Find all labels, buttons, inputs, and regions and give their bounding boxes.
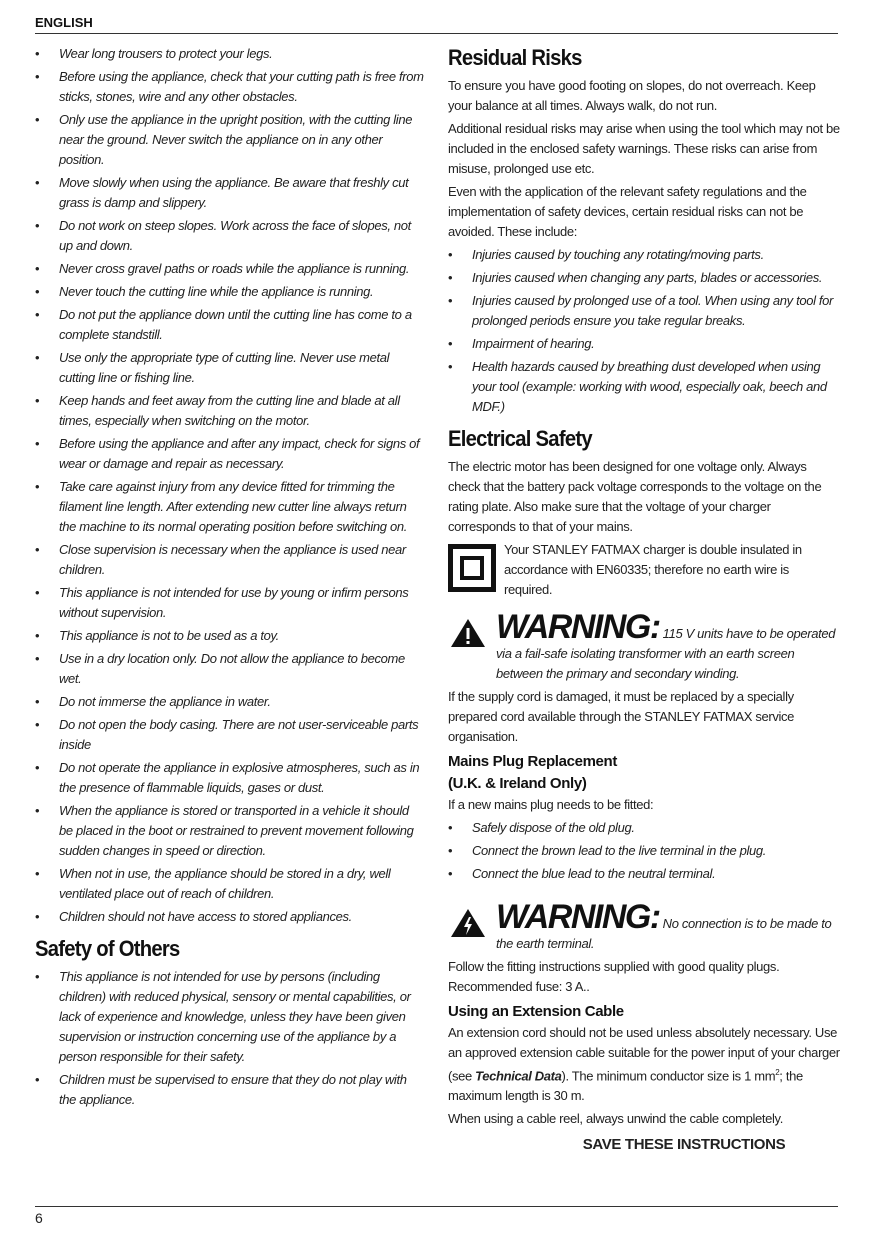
warning-earth <box>448 900 840 954</box>
footer-rule <box>35 1206 838 1207</box>
list-item: • Children should not have access to stored appliances. <box>35 907 427 927</box>
paragraph: If the supply cord is damaged, it must be replaced by a specially prepared cord available through the STANLEY FATMAX service organisation. <box>448 689 795 744</box>
text: An extension cord should not be used unless absolutely necessary. Use an approved extension cable suitable for the power input of your charger (see <box>448 1025 840 1084</box>
paragraph <box>448 1023 840 1106</box>
technical-data-reference: Technical Data <box>475 1068 562 1084</box>
superscript: 2 <box>775 1068 780 1077</box>
list-item: • When not in use, the appliance should be stored in a dry, well ventilated place out of reach of children. <box>35 864 427 904</box>
list-item: • Do not put the appliance down until the cutting line has come to a complete standstill. <box>35 305 427 345</box>
page-number: 6 <box>35 1210 43 1226</box>
language-header: ENGLISH <box>35 15 93 30</box>
list-item: • Only use the appliance in the upright position, with the cutting line near the ground. Never switch the appliance on in any other position. <box>35 110 427 170</box>
list-item: • Injuries caused by touching any rotating/moving parts. <box>448 245 840 265</box>
plug-heading <box>448 751 840 795</box>
header-rule <box>35 33 838 34</box>
paragraph: Additional residual risks may arise when using the tool which may not be included in the enclosed safety warnings. These risks can arise from misuse, prolonged use etc. <box>448 121 840 176</box>
list-item: • This appliance is not intended for use by young or infirm persons without supervision. <box>35 583 427 623</box>
text: ). The minimum conductor size is 1 mm <box>561 1068 776 1084</box>
electric-hazard-icon <box>450 908 486 938</box>
double-insulated-icon <box>448 544 496 592</box>
list-item: • Injuries caused when changing any parts, blades or accessories. <box>448 268 840 288</box>
paragraph: Even with the application of the relevant safety regulations and the implementation of safety devices, certain residual risks can not be avoided. These include: <box>448 184 807 239</box>
list-item: • Before using the appliance and after any impact, check for signs of wear or damage and repair as necessary. <box>35 434 427 474</box>
list-item: • This appliance is not to be used as a toy. <box>35 626 427 646</box>
safety-list <box>35 44 427 927</box>
list-item: • Children must be supervised to ensure that they do not play with the appliance. <box>35 1070 427 1110</box>
list-item: • Never cross gravel paths or roads while the appliance is running. <box>35 259 427 279</box>
residual-risks-heading: Residual Risks <box>448 45 582 70</box>
warning-triangle-icon <box>450 618 486 648</box>
paragraph: Follow the fitting instructions supplied with good quality plugs. Recommended fuse: 3 A.. <box>448 959 780 994</box>
warning-text: 115 V units have to be operated via a fail-safe isolating transformer with an earth screen between the primary and secondary winding. <box>496 626 836 681</box>
warning-label: WARNING: <box>496 898 660 936</box>
left-column <box>35 44 427 1113</box>
list-item: • Do not open the body casing. There are not user-serviceable parts inside <box>35 715 427 755</box>
residual-list <box>448 245 840 417</box>
safety-of-others-heading: Safety of Others <box>35 936 180 961</box>
list-item: • Connect the brown lead to the live terminal in the plug. <box>448 841 840 861</box>
double-insulation-note <box>448 540 840 600</box>
list-item: • Use only the appropriate type of cutting line. Never use metal cutting line or fishing line. <box>35 348 427 388</box>
list-item: • Impairment of hearing. <box>448 334 840 354</box>
electrical-safety-heading: Electrical Safety <box>448 426 592 451</box>
list-item: • Close supervision is necessary when the appliance is used near children. <box>35 540 427 580</box>
list-item: • Injuries caused by prolonged use of a tool. When using any tool for prolonged periods ensure you take regular breaks. <box>448 291 840 331</box>
list-item: • Take care against injury from any device fitted for trimming the filament line length. After extending new cutter line always return the machine to its normal operating position before switching on. <box>35 477 427 537</box>
list-item: • This appliance is not intended for use by persons (including children) with reduced physical, sensory or mental capabilities, or lack of experience and knowledge, unless they have been given supervision or instruction concerning use of the appliance by a person responsible for their safety. <box>35 967 427 1067</box>
warning-transformer <box>448 610 840 684</box>
list-item: • Never touch the cutting line while the appliance is running. <box>35 282 427 302</box>
list-item: • Use in a dry location only. Do not allow the appliance to become wet. <box>35 649 427 689</box>
list-item: • Do not immerse the appliance in water. <box>35 692 427 712</box>
list-item: • Do not operate the appliance in explosive atmospheres, such as in the presence of flammable liquids, gases or dust. <box>35 758 427 798</box>
paragraph: The electric motor has been designed for one voltage only. Always check that the battery pack voltage corresponds to the voltage on the rating plate. Also make sure that the voltage of your charger corresponds to that of your mains. <box>448 459 822 534</box>
list-item: • Move slowly when using the appliance. Be aware that freshly cut grass is damp and slippery. <box>35 173 427 213</box>
list-item: • Health hazards caused by breathing dust developed when using your tool (example: working with wood, especially oak, beech and MDF.) <box>448 357 840 417</box>
plug-heading-line1: Mains Plug Replacement <box>448 753 618 770</box>
list-item: • Keep hands and feet away from the cutting line and blade at all times, especially when switching on the motor. <box>35 391 427 431</box>
others-list <box>35 967 427 1110</box>
list-item: • When the appliance is stored or transported in a vehicle it should be placed in the boot or restrained to prevent movement following sudden changes in speed or direction. <box>35 801 427 861</box>
right-column <box>448 44 840 1155</box>
extension-cable-heading: Using an Extension Cable <box>448 1003 624 1020</box>
save-instructions: SAVE THESE INSTRUCTIONS <box>582 1136 786 1154</box>
paragraph: To ensure you have good footing on slopes, do not overreach. Keep your balance at all times. Always walk, do not run. <box>448 78 816 113</box>
plug-heading-line2: (U.K. & Ireland Only) <box>448 775 587 792</box>
paragraph: When using a cable reel, always unwind the cable completely. <box>448 1111 784 1127</box>
plug-list <box>448 818 840 884</box>
warning-text: No connection is to be made to the earth terminal. <box>496 916 832 951</box>
list-item: • Before using the appliance, check that your cutting path is free from sticks, stones, wire and any other obstacles. <box>35 67 427 107</box>
double-insulated-text: Your STANLEY FATMAX charger is double insulated in accordance with EN60335; therefore no earth wire is required. <box>504 542 802 597</box>
paragraph: If a new mains plug needs to be fitted: <box>448 797 654 812</box>
warning-label: WARNING: <box>496 608 660 646</box>
list-item: • Connect the blue lead to the neutral terminal. <box>448 864 840 884</box>
list-item: • Do not work on steep slopes. Work across the face of slopes, not up and down. <box>35 216 427 256</box>
text: ; the maximum length is 30 m. <box>448 1068 803 1104</box>
list-item: • Wear long trousers to protect your legs. <box>35 44 427 64</box>
list-item: • Safely dispose of the old plug. <box>448 818 840 838</box>
